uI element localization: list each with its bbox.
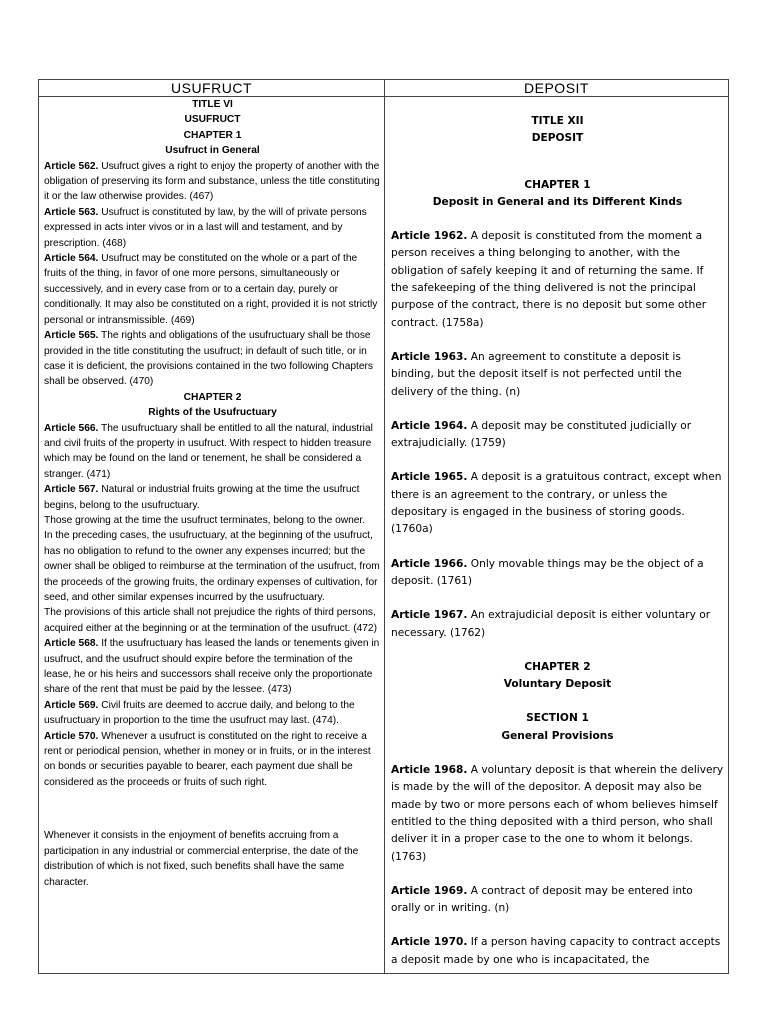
article-label: Article 567. — [44, 484, 99, 496]
article-1966 — [391, 556, 724, 591]
article-569 — [44, 698, 381, 729]
article-label: Article 1962. — [391, 230, 468, 243]
spacer — [391, 148, 724, 177]
article-label: Article 568. — [44, 638, 99, 650]
article-paragraph: In the preceding cases, the usufructuary, at the beginning of the usufruct, has no obligation to refund to the owner any expenses incurred; but the owner shall be obliged to reimburse at the termination of the usufruct, from the proceeds of the growing fruits, the ordinary expenses of cultivation, for seed, and other similar expenses incurred by the usufructuary. — [44, 530, 380, 603]
article-paragraph: The provisions of this article shall not prejudice the rights of third persons, acquired either at the beginning or at the termination of the usufruct. (472) — [44, 607, 377, 634]
article-text: Civil fruits are deemed to accrue daily, and belong to the usufructuary in proportion to the time the usufruct may last. (474). — [44, 699, 355, 727]
spacer — [391, 332, 724, 349]
content-row — [39, 97, 729, 974]
deposit-column — [385, 97, 729, 974]
article-562 — [44, 159, 381, 205]
article-567 — [44, 482, 381, 513]
article-text: A voluntary deposit is that wherein the delivery is made by the will of the depositor. A deposit may also be made by two or more persons each of whom believes himself entitled to the thing deposited with a third person, who shall deliver it in a proper case to the one to whom it belongs. (1763) — [391, 764, 724, 863]
article-text: A deposit is constituted from the moment a person receives a thing belonging to another, with the obligation of safely keeping it and of returning the same. If the safekeeping of the thing delivered is not the principal purpose of the contract, there is no deposit but some other contract. (1758a) — [391, 230, 707, 329]
article-label: Article 566. — [44, 422, 99, 434]
article-paragraph: Those growing at the time the usufruct terminates, belong to the owner. — [44, 514, 366, 526]
header-row — [39, 80, 729, 97]
title-number: TITLE VI — [192, 99, 233, 110]
article-text: If a person having capacity to contract accepts a deposit made by one who is incapacitated, the — [391, 936, 721, 966]
spacer — [391, 452, 724, 469]
article-text: Usufruct gives a right to enjoy the property of another with the obligation of preserving its form and substance, unless the title constituting it or the law otherwise provides. (467) — [44, 160, 380, 203]
spacer — [391, 745, 724, 762]
article-paragraph: Whenever it consists in the enjoyment of benefits accruing from a participation in any industrial or commercial enterprise, the date of the distribution of which is not fixed, such benefits shall have the same character. — [44, 830, 359, 888]
article-label: Article 563. — [44, 206, 99, 218]
article-label: Article 1968. — [391, 764, 468, 777]
chapter-name: Rights of the Usufructuary — [148, 407, 277, 419]
title-name: DEPOSIT — [531, 132, 584, 145]
article-label: Article 565. — [44, 330, 99, 342]
article-564 — [44, 251, 381, 328]
article-1969 — [391, 883, 724, 918]
article-565 — [44, 328, 381, 390]
article-text: Usufruct is constituted by law, by the will of private persons expressed in acts inter vivos or in a last will and testament, and by prescription. (468) — [44, 206, 367, 249]
article-label: Article 1964. — [391, 419, 468, 432]
article-label: Article 1970. — [391, 936, 468, 949]
article-text: Whenever a usufruct is constituted on the right to receive a rent or periodical pension, whether in money or in fruits, or in the interest on bonds or securities payable to bearer, each payment due shall be considered as the proceeds or fruits of such right. — [44, 730, 371, 788]
article-1963 — [391, 349, 724, 401]
section-heading: SECTION 1 — [526, 712, 589, 725]
article-1970 — [391, 934, 724, 969]
spacer — [391, 917, 724, 934]
header-usufruct: USUFRUCT — [39, 80, 385, 97]
spacer — [391, 590, 724, 607]
chapter-heading: CHAPTER 2 — [524, 660, 591, 673]
chapter-name: Voluntary Deposit — [503, 678, 612, 691]
article-label: Article 569. — [44, 699, 99, 711]
spacer — [391, 539, 724, 556]
spacer — [391, 866, 724, 883]
title-name: USUFRUCT — [184, 114, 241, 126]
chapter-heading: CHAPTER 1 — [524, 178, 591, 191]
spacer — [391, 693, 724, 710]
comparison-table — [38, 79, 729, 974]
article-563 — [44, 205, 381, 251]
article-label: Article 562. — [44, 160, 99, 172]
article-text: Natural or industrial fruits growing at the time the usufruct begins, belong to the usufructuary. — [44, 484, 360, 511]
spacer — [44, 790, 381, 828]
section-name: General Provisions — [501, 729, 614, 742]
article-570 — [44, 729, 381, 791]
spacer — [391, 97, 724, 113]
article-label: Article 1969. — [391, 884, 468, 897]
header-deposit: DEPOSIT — [385, 80, 729, 97]
article-1967 — [391, 607, 724, 642]
chapter-name: Deposit in General and its Different Kinds — [432, 195, 683, 208]
article-1962 — [391, 228, 724, 332]
article-text: An extrajudicial deposit is either voluntary or necessary. (1762) — [391, 609, 711, 639]
spacer — [391, 211, 724, 228]
article-label: Article 1966. — [391, 557, 468, 570]
article-text: The usufructuary shall be entitled to all the natural, industrial and civil fruits of the property in usufruct. With respect to hidden treasure which may be found on the land or tenement, he shall be considered a stranger. (471) — [44, 422, 373, 480]
article-text: Only movable things may be the object of a deposit. (1761) — [391, 557, 704, 587]
article-label: Article 564. — [44, 253, 99, 265]
article-text: An agreement to constitute a deposit is binding, but the deposit itself is not perfected until the delivery of the thing. (n) — [391, 350, 682, 398]
article-text: If the usufructuary has leased the lands or tenements given in usufruct, and the usufruct should expire before the termination of the lease, he or his heirs and successors shall receive only the proportionate share of the rent that must be paid by the lessee. (473) — [44, 638, 380, 696]
spacer — [391, 401, 724, 418]
chapter-heading: CHAPTER 2 — [183, 391, 242, 403]
article-text: A deposit may be constituted judicially or extrajudicially. (1759) — [391, 419, 692, 450]
article-1968 — [391, 762, 724, 866]
article-1964 — [391, 418, 724, 453]
article-label: Article 1963. — [391, 350, 468, 363]
article-568 — [44, 636, 381, 698]
article-1965 — [391, 469, 724, 538]
article-label: Article 1965. — [391, 471, 468, 484]
spacer — [391, 642, 724, 659]
article-label: Article 1967. — [391, 609, 468, 622]
article-text: Usufruct may be constituted on the whole or a part of the fruits of the thing, in favor of one more persons, simultaneously or successively, and in every case from or to a certain day, purely or conditionally. It may also be constituted on a right, provided it is not strictly personal or intransmissible. (469) — [44, 253, 378, 326]
chapter-name: Usufruct in General — [165, 145, 260, 157]
article-text: The rights and obligations of the usufructuary shall be those provided in the title constituting the usufruct; in default of such title, or in case it is deficient, the provisions contained in the two following Chapters shall be observed. (470) — [44, 330, 374, 388]
title-number: TITLE XII — [531, 115, 584, 127]
article-label: Article 570. — [44, 730, 99, 742]
chapter-heading: CHAPTER 1 — [183, 129, 242, 141]
article-text: A contract of deposit may be entered into orally or in writing. (n) — [391, 884, 693, 915]
usufruct-column — [39, 97, 385, 974]
article-text: A deposit is a gratuitous contract, except when there is an agreement to the contrary, or unless the depositary is engaged in the business of storing goods. (1760a) — [391, 471, 722, 536]
article-566 — [44, 421, 381, 483]
